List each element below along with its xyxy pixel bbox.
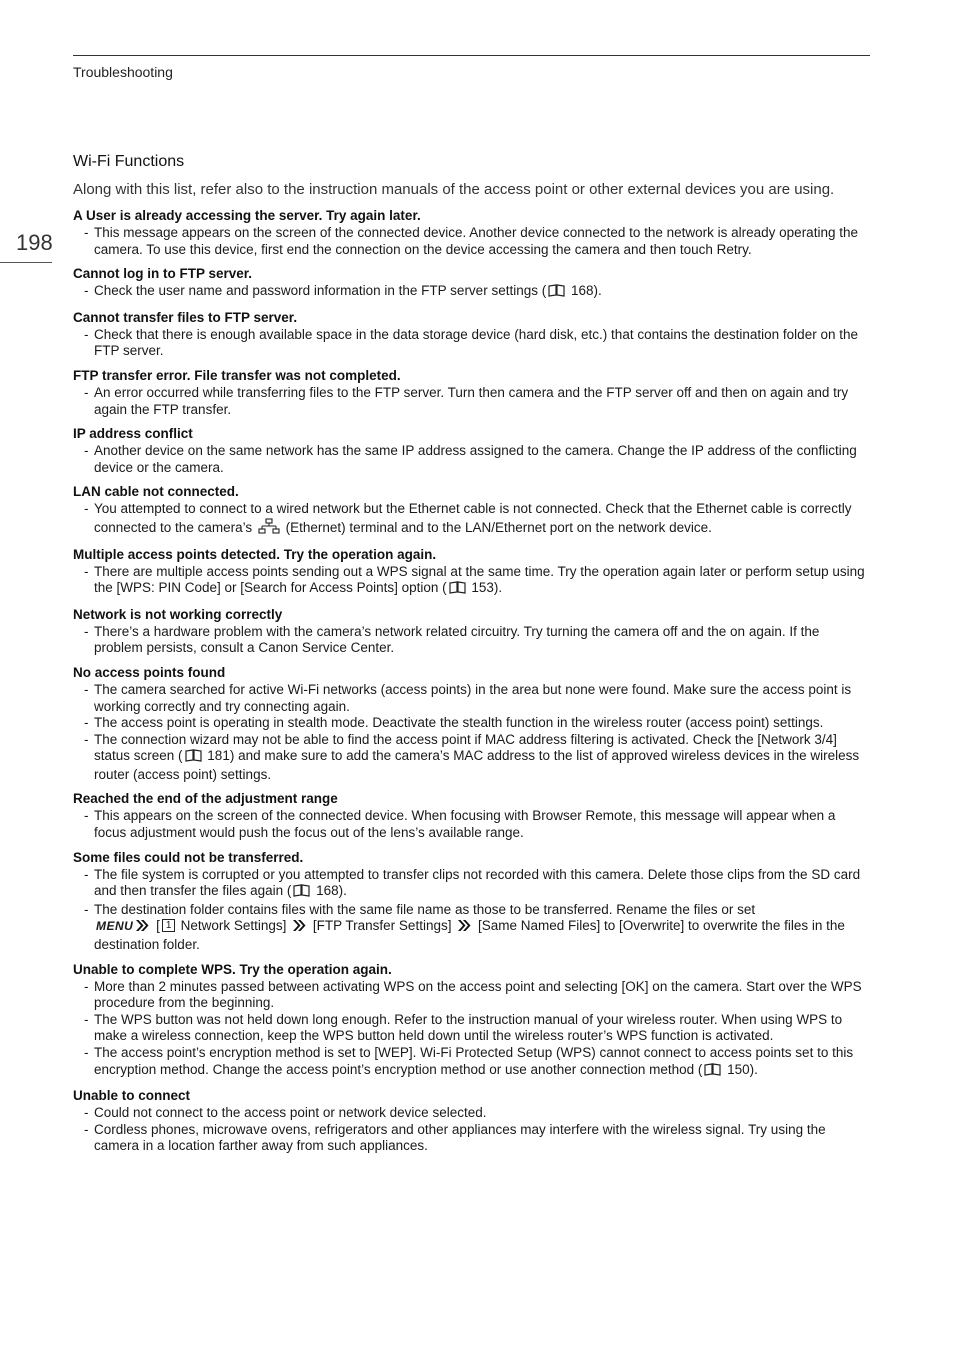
bullet-dash: -	[84, 501, 89, 517]
entry-item	[73, 283, 870, 302]
bullet-dash: -	[84, 326, 89, 342]
bullet-dash: -	[84, 443, 89, 459]
bullet-dash: -	[84, 681, 89, 697]
bullet-dash: -	[84, 901, 89, 917]
item-text: The connection wizard may not be able to find the access point if MAC address filtering is activated. Check the [Network 3/4] status screen (	[94, 731, 837, 764]
entry-item	[73, 682, 870, 715]
item-text: The file system is corrupted or you attempted to transfer clips not recorded with this camera. Delete those clips from the SD card and then transfer the files again (	[94, 866, 861, 899]
entry-item	[73, 1045, 870, 1080]
page-number: 198	[16, 230, 53, 255]
item-text: The WPS button was not held down long enough. Refer to the instruction manual of your wireless router. When using WPS to make a wireless connection, keep the WPS button held down until the wireless router’s WPS function is activated.	[94, 1011, 843, 1044]
tab-number: 1	[165, 920, 172, 932]
bullet-dash: -	[84, 978, 89, 994]
troubleshooting-list	[73, 207, 870, 1155]
entry-title: LAN cable not connected.	[73, 484, 239, 500]
troubleshooting-entry	[73, 664, 870, 784]
entry-title: FTP transfer error. File transfer was not completed.	[73, 367, 401, 383]
bullet-dash: -	[84, 623, 89, 639]
entry-item	[73, 867, 870, 902]
entry-item	[73, 1122, 870, 1155]
content	[73, 152, 870, 1162]
item-text: The access point’s encryption method is set to [WEP]. Wi-Fi Protected Setup (WPS) cannot connect to access points set to this encryption method. Change the access point’s encryption method or use another connection method (	[94, 1045, 854, 1077]
item-text: More than 2 minutes passed between activating WPS on the access point and selecting [OK] on the camera. Start over the WPS procedure from the beginning.	[94, 978, 862, 1011]
item-text: Network Settings]	[176, 918, 291, 934]
item-text: You attempted to connect to a wired network but the Ethernet cable is not connected. Check that the Ethernet cable is correctly connected to the camera’s	[94, 501, 852, 535]
book-reference-icon	[185, 749, 202, 767]
double-chevron-arrow-icon	[135, 919, 150, 937]
troubleshooting-entry	[73, 207, 870, 258]
bullet-dash: -	[84, 563, 89, 579]
troubleshooting-entry	[73, 961, 870, 1081]
item-text: The destination folder contains files with the same file name as those to be transferred. Rename the files or set	[94, 901, 756, 917]
bullet-dash: -	[84, 1105, 89, 1121]
item-text: The camera searched for active Wi-Fi networks (access points) in the area but none were found. Make sure the access point is working correctly and try connecting again.	[94, 681, 852, 714]
bullet-dash: -	[84, 715, 89, 731]
ethernet-icon	[258, 518, 280, 539]
entry-item	[73, 327, 870, 360]
entry-item	[73, 808, 870, 841]
entry-item	[73, 1012, 870, 1045]
item-text: There’s a hardware problem with the camera’s network related circuitry. Try turning the camera off and the on again. If the problem persists, consult a Canon Service Center.	[94, 623, 820, 656]
book-reference-icon	[449, 581, 466, 599]
troubleshooting-entry	[73, 309, 870, 360]
entry-title: Unable to complete WPS. Try the operation again.	[73, 961, 392, 977]
entry-item	[73, 385, 870, 418]
troubleshooting-entry	[73, 483, 870, 538]
menu-button-icon: MENU	[96, 919, 134, 934]
item-text: 168).	[312, 883, 347, 899]
network-settings-tab-1-icon	[162, 919, 175, 937]
bullet-dash: -	[84, 283, 89, 299]
troubleshooting-entry	[73, 425, 870, 476]
section-intro: Along with this list, refer also to the instruction manuals of the access point or other external devices you are using.	[73, 181, 835, 198]
bullet-dash: -	[84, 225, 89, 240]
book-reference-icon	[704, 1063, 721, 1081]
item-text: 168).	[567, 283, 602, 299]
item-text: Another device on the same network has the same IP address assigned to the camera. Change the IP address of the conflicting device or the camera.	[94, 443, 857, 475]
item-text: [FTP Transfer Settings]	[309, 918, 456, 934]
book-reference-icon	[293, 884, 310, 902]
bullet-dash: -	[84, 808, 89, 824]
item-text: Check that there is enough available space in the data storage device (hard disk, etc.) that contains the destination folder on the FTP server.	[94, 326, 858, 359]
entry-title: IP address conflict	[73, 426, 193, 442]
item-text: Could not connect to the access point or network device selected.	[94, 1105, 487, 1121]
entry-title: Some files could not be transferred.	[73, 849, 304, 865]
entry-item	[73, 715, 870, 732]
entry-title: No access points found	[73, 664, 226, 680]
bullet-dash: -	[84, 1011, 89, 1027]
entry-title: A User is already accessing the server. Try again later.	[73, 208, 421, 223]
item-text: This message appears on the screen of the connected device. Another device connected to the network is already operating the camera. To use this device, first end the connection on the device accessing the camera and then touch Retry.	[94, 225, 858, 257]
page-number-rule	[0, 262, 52, 263]
bullet-dash: -	[84, 731, 89, 747]
bullet-dash: -	[84, 384, 89, 400]
bullet-dash: -	[84, 866, 89, 882]
entry-title: Unable to connect	[73, 1088, 191, 1104]
entry-item	[73, 501, 870, 538]
book-reference-icon	[548, 284, 565, 302]
entry-item	[73, 732, 870, 784]
item-text: [Same Named Files] to [Overwrite] to overwrite the files in the destination folder.	[94, 918, 845, 953]
troubleshooting-entry	[73, 606, 870, 657]
troubleshooting-entry	[73, 546, 870, 599]
item-text: Check the user name and password information in the FTP server settings (	[94, 283, 547, 299]
entry-item	[73, 564, 870, 599]
troubleshooting-entry	[73, 849, 870, 954]
item-text: Cordless phones, microwave ovens, refrigerators and other appliances may interfere with the wireless signal. Try using the camera in a location farther away from such appliances.	[94, 1121, 826, 1154]
entry-item	[73, 443, 870, 476]
bullet-dash: -	[84, 1045, 89, 1060]
double-chevron-arrow-icon	[292, 919, 307, 937]
entry-title: Multiple access points detected. Try the operation again.	[73, 546, 437, 562]
running-head: Troubleshooting	[73, 64, 173, 80]
item-text: 181) and make sure to add the camera’s MAC address to the list of approved wireless devices in the wireless router (access point) settings.	[94, 748, 860, 782]
entry-title: Cannot log in to FTP server.	[73, 266, 253, 282]
item-text: 153).	[467, 580, 503, 596]
entry-title: Network is not working correctly	[73, 606, 283, 622]
bullet-dash: -	[84, 1121, 89, 1137]
entry-item	[73, 624, 870, 657]
section-title: Wi-Fi Functions	[73, 153, 185, 170]
entry-item	[73, 902, 870, 954]
entry-item	[73, 225, 870, 258]
double-chevron-arrow-icon	[457, 919, 472, 937]
troubleshooting-entry	[73, 790, 870, 841]
header-rule	[73, 55, 870, 56]
troubleshooting-entry	[73, 1087, 870, 1155]
entry-title: Cannot transfer files to FTP server.	[73, 309, 298, 325]
entry-title: Reached the end of the adjustment range	[73, 791, 338, 807]
entry-item	[73, 979, 870, 1012]
troubleshooting-entry	[73, 265, 870, 302]
item-text: 150).	[723, 1061, 758, 1077]
troubleshooting-entry	[73, 367, 870, 418]
item-text: There are multiple access points sending out a WPS signal at the same time. Try the operation again later or perform setup using the [WPS: PIN Code] or [Search for Access Points] option (	[94, 563, 865, 596]
item-text: An error occurred while transferring files to the FTP server. Turn then camera and the FTP server off and then on again and try again the FTP transfer.	[94, 384, 849, 417]
item-text: The access point is operating in stealth mode. Deactivate the stealth function in the wireless router (access point) settings.	[94, 715, 824, 731]
item-text: (Ethernet) terminal and to the LAN/Ethernet port on the network device.	[281, 519, 712, 535]
entry-item	[73, 1105, 870, 1122]
item-text: This appears on the screen of the connected device. When focusing with Browser Remote, this message will appear when a focus adjustment would push the focus out of the lens’s available range.	[94, 808, 836, 841]
item-text: [	[152, 918, 160, 934]
